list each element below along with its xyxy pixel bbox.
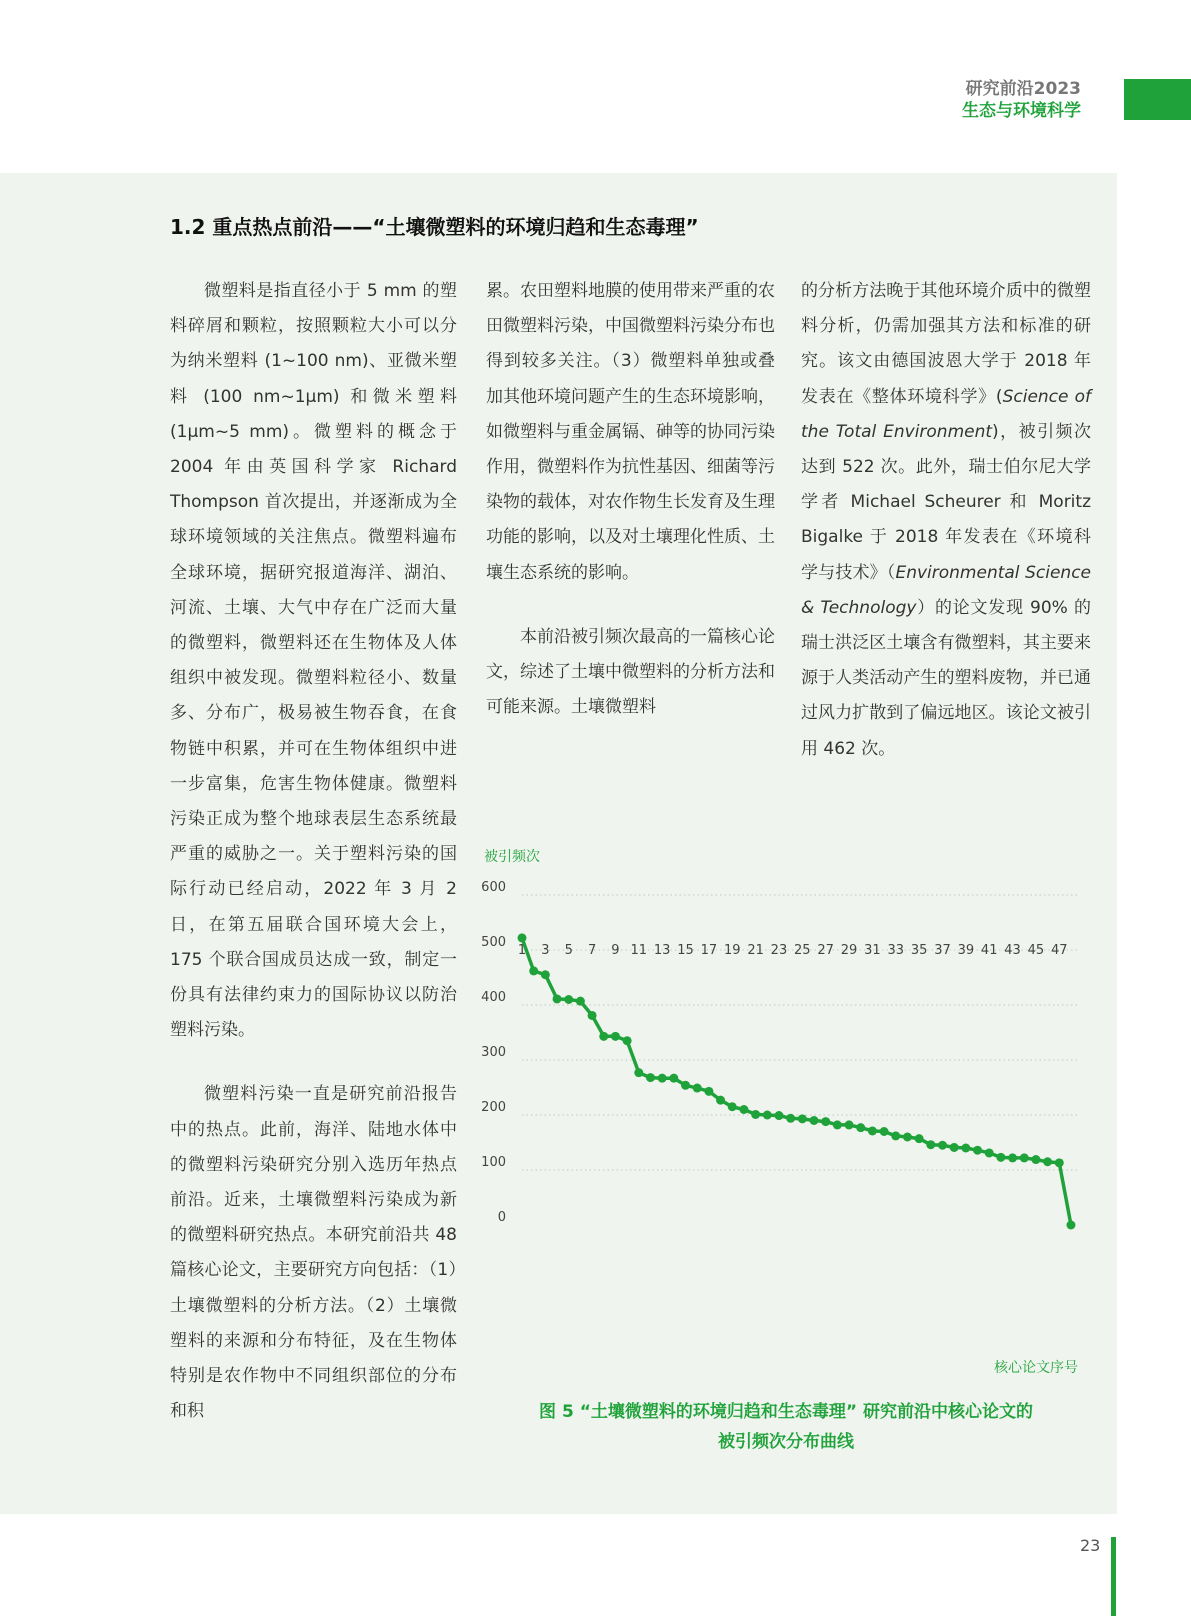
x-tick-label: 17	[700, 943, 718, 958]
data-point	[576, 997, 585, 1006]
data-point	[786, 1114, 795, 1123]
x-tick-label: 19	[723, 943, 741, 958]
x-tick-label: 43	[1004, 943, 1021, 958]
data-point	[728, 1102, 737, 1111]
data-point	[926, 1140, 935, 1149]
x-tick-label: 35	[910, 943, 928, 958]
y-tick-label: 500	[481, 935, 506, 950]
text-run: )，被引频次达到 522 次。此外，瑞士伯尔尼大学学者 Michael Scheurer 和 Moritz Bigalke 于 2018 年发表在《环境科学与技术》（	[801, 421, 1091, 583]
y-tick-label: 300	[481, 1045, 506, 1060]
text-column-2	[486, 274, 775, 725]
x-tick-label: 1	[517, 943, 527, 958]
text-column-3	[801, 274, 1091, 767]
x-tick-label: 11	[630, 943, 648, 958]
series-line	[522, 938, 1071, 1225]
data-point	[541, 970, 550, 979]
data-point	[985, 1148, 994, 1157]
x-tick-label: 9	[611, 943, 620, 958]
y-axis-label: 被引频次	[484, 849, 540, 865]
citation-chart	[480, 849, 1100, 1376]
y-tick-label: 200	[481, 1100, 506, 1115]
x-tick-label: 5	[564, 943, 573, 958]
data-point	[669, 1074, 678, 1083]
data-point	[564, 995, 573, 1004]
data-point	[658, 1074, 667, 1083]
data-point	[518, 933, 527, 942]
x-tick-label: 37	[934, 943, 951, 958]
data-point	[634, 1068, 643, 1077]
data-point	[1066, 1221, 1075, 1230]
data-point	[938, 1141, 947, 1150]
data-point	[868, 1126, 877, 1135]
data-point	[845, 1120, 854, 1129]
data-point	[1055, 1158, 1064, 1167]
data-point	[588, 1011, 597, 1020]
data-point	[623, 1036, 632, 1045]
x-tick-label: 31	[864, 943, 881, 958]
data-point	[821, 1117, 830, 1126]
data-point	[716, 1096, 725, 1105]
data-point	[996, 1153, 1005, 1162]
data-point	[1043, 1157, 1052, 1166]
data-point	[1020, 1153, 1029, 1162]
y-tick-label: 600	[481, 880, 506, 895]
data-point	[611, 1032, 620, 1041]
data-point	[903, 1133, 912, 1142]
page-number: 23	[1080, 1536, 1101, 1555]
data-point	[915, 1134, 924, 1143]
data-point	[1031, 1155, 1040, 1164]
x-tick-label: 41	[980, 943, 998, 958]
x-tick-label: 45	[1027, 943, 1045, 958]
caption-line: 图 5 “土壤微塑料的环境归趋和生态毒理” 研究前沿中核心论文的	[539, 1402, 1033, 1422]
figure-caption	[486, 1397, 1086, 1457]
y-tick-label: 400	[481, 990, 506, 1005]
text-column-1	[170, 274, 457, 1430]
data-point	[833, 1120, 842, 1129]
data-point	[646, 1073, 655, 1082]
data-point	[693, 1084, 702, 1093]
running-header	[962, 78, 1081, 122]
paragraph: 本前沿被引频次最高的一篇核心论文，综述了土壤中微塑料的分析方法和可能来源。土壤微塑料	[486, 626, 775, 718]
x-tick-label: 27	[817, 943, 834, 958]
x-tick-label: 3	[541, 943, 550, 958]
data-point	[599, 1032, 608, 1041]
text-run: 的分析方法晚于其他环境介质中的微塑料分析，仍需加强其方法和标准的研究。该文由德国波恩大学于 2018 年发表在《整体环境科学》(	[801, 281, 1091, 407]
data-point	[774, 1111, 783, 1120]
data-point	[681, 1081, 690, 1090]
x-tick-label: 7	[587, 943, 597, 958]
text-run: ）的论文发现 90% 的瑞士洪泛区土壤含有微塑料，其主要来源于人类活动产生的塑料废物，并已通过风力扩散到了偏远地区。该论文被引用 462 次。	[801, 597, 1091, 759]
journal-name: Environmental Science & Technology	[801, 562, 1091, 618]
data-point	[739, 1105, 748, 1114]
section-title: 1.2 重点热点前沿——“土壤微塑料的环境归趋和生态毒理”	[170, 215, 699, 239]
x-tick-label: 47	[1051, 943, 1068, 958]
header-accent-bar	[1124, 79, 1191, 120]
y-tick-label: 0	[497, 1210, 506, 1225]
x-tick-label: 33	[887, 943, 905, 958]
data-point	[1008, 1153, 1017, 1162]
data-point	[856, 1123, 865, 1132]
data-point	[798, 1114, 807, 1123]
data-point	[950, 1143, 959, 1152]
data-point	[961, 1144, 970, 1153]
x-tick-label: 23	[770, 943, 788, 958]
x-tick-label: 15	[677, 943, 694, 958]
x-tick-label: 25	[794, 943, 811, 958]
data-point	[553, 994, 562, 1003]
x-tick-label: 13	[653, 943, 671, 958]
y-tick-label: 100	[481, 1155, 506, 1170]
report-subtitle: 生态与环境科学	[962, 101, 1081, 121]
paragraph: 累。农田塑料地膜的使用带来严重的农田微塑料污染，中国微塑料污染分布也得到较多关注。（3）微塑料单独或叠加其他环境问题产生的生态环境影响，如微塑料与重金属镉、砷等的协同污染作用，微塑料作为抗性基因、细菌等污染物的载体，对农作物生长发育及生理功能的影响，以及对土壤理化性质、土壤生态系统的影响。	[486, 281, 775, 583]
data-point	[810, 1116, 819, 1125]
data-point	[704, 1087, 713, 1096]
paragraph: 微塑料是指直径小于 5 mm 的塑料碎屑和颗粒，按照颗粒大小可以分为纳米塑料 (1~100 nm)、亚微米塑料 (100 nm~1μm) 和微米塑料 (1μm~5 mm)。微塑料的概念于 2004 年由英国科学家 Richard Thompson 首次提出，并逐渐成为全球环境领域的关注焦点。微塑料遍布全球环境，据研究报道海洋、湖泊、河流、土壤、大气中存在广泛而大量的微塑料，微塑料还在生物体及人体组织中被发现。微塑料粒径小、数量多、分布广，极易被生物吞食，在食物链中积累，并可在生物体组织中进一步富集，危害生物体健康。微塑料污染正成为整个地球表层生态系统最严重的威胁之一。关于塑料污染的国际行动已经启动，2022 年 3 月 2 日，在第五届联合国环境大会上，175 个联合国成员达成一致，制定一份具有法律约束力的国际协议以防治塑料污染。	[170, 281, 457, 1041]
report-title: 研究前沿2023	[965, 79, 1081, 99]
paragraph: 微塑料污染一直是研究前沿报告中的热点。此前，海洋、陆地水体中的微塑料污染研究分别入选历年热点前沿。近来，土壤微塑料污染成为新的微塑料研究热点。本研究前沿共 48 篇核心论文，主要研究方向包括：（1）土壤微塑料的分析方法。（2）土壤微塑料的来源和分布特征，及在生物体特别是农作物中不同组织部位的分布和积	[170, 1084, 457, 1422]
x-tick-label: 29	[840, 943, 858, 958]
footer-accent-bar	[1111, 1537, 1116, 1616]
chart-canvas	[480, 849, 1100, 1376]
data-point	[763, 1111, 772, 1120]
x-tick-label: 21	[747, 943, 764, 958]
data-point	[880, 1127, 889, 1136]
x-tick-label: 39	[957, 943, 975, 958]
data-point	[891, 1131, 900, 1140]
caption-line: 被引频次分布曲线	[718, 1432, 854, 1452]
x-axis-label: 核心论文序号	[994, 1360, 1078, 1376]
paragraph	[801, 274, 1091, 767]
data-point	[751, 1110, 760, 1119]
journal-name: Science of the Total Environment	[801, 386, 1091, 442]
data-point	[973, 1146, 982, 1155]
data-point	[529, 966, 538, 975]
